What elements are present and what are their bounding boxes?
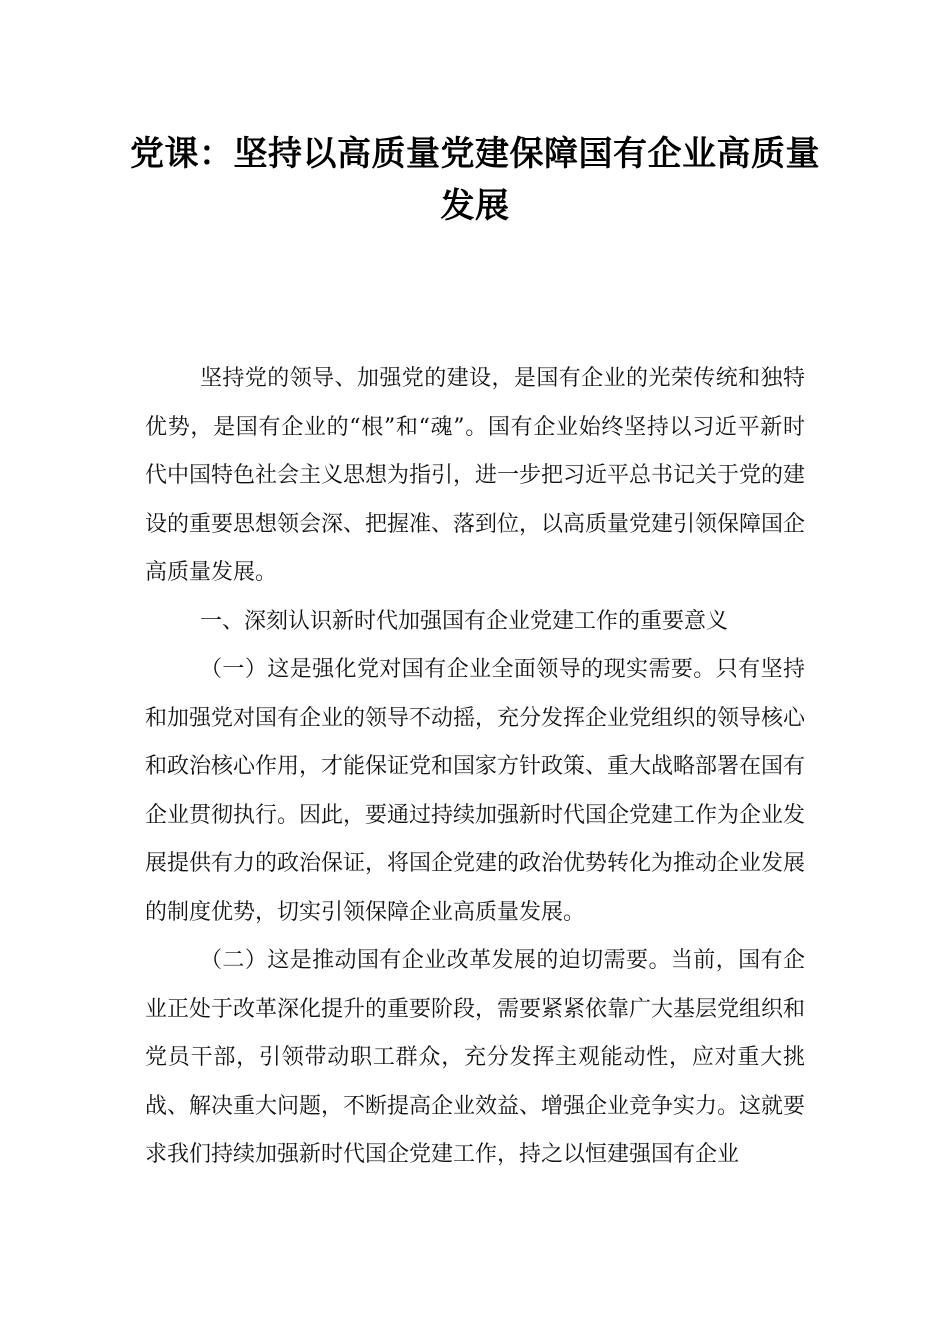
paragraph-point-2: （二）这是推动国有企业改革发展的迫切需要。当前，国有企业正处于改革深化提升的重要阶段，需要紧紧依靠广大基层党组织和党员干部，引领带动职工群众，充分发挥主观能动性，应对重大挑战、解决重大问题，不断提高企业效益、增强企业竞争实力。这就要求我们持续加强新时代国企党建工作，持之以恒建强国有企业 [145,948,806,1167]
document-title: 党课：坚持以高质量党建保障国有企业高质量发展 [130,134,820,226]
paragraph-intro: 坚持党的领导、加强党的建设，是国有企业的光荣传统和独特优势，是国有企业的“根”和“魂”。国有企业始终坚持以习近平新时代中国特色社会主义思想为指引，进一步把习近平总书记关于党的建设的重要思想领会深、把握准、落到位，以高质量党建引领保障国企高质量发展。 [145,366,806,585]
document-body [145,355,805,1180]
paragraph-point-1: （一）这是强化党对国有企业全面领导的现实需要。只有坚持和加强党对国有企业的领导不动摇，充分发挥企业党组织的领导核心和政治核心作用，才能保证党和国家方针政策、重大战略部署在国有企业贯彻执行。因此，要通过持续加强新时代国企党建工作为企业发展提供有力的政治保证，将国企党建的政治优势转化为推动企业发展的制度优势，切实引领保障企业高质量发展。 [145,657,806,925]
section-heading-1: 一、深刻认识新时代加强国有企业党建工作的重要意义 [200,608,729,634]
